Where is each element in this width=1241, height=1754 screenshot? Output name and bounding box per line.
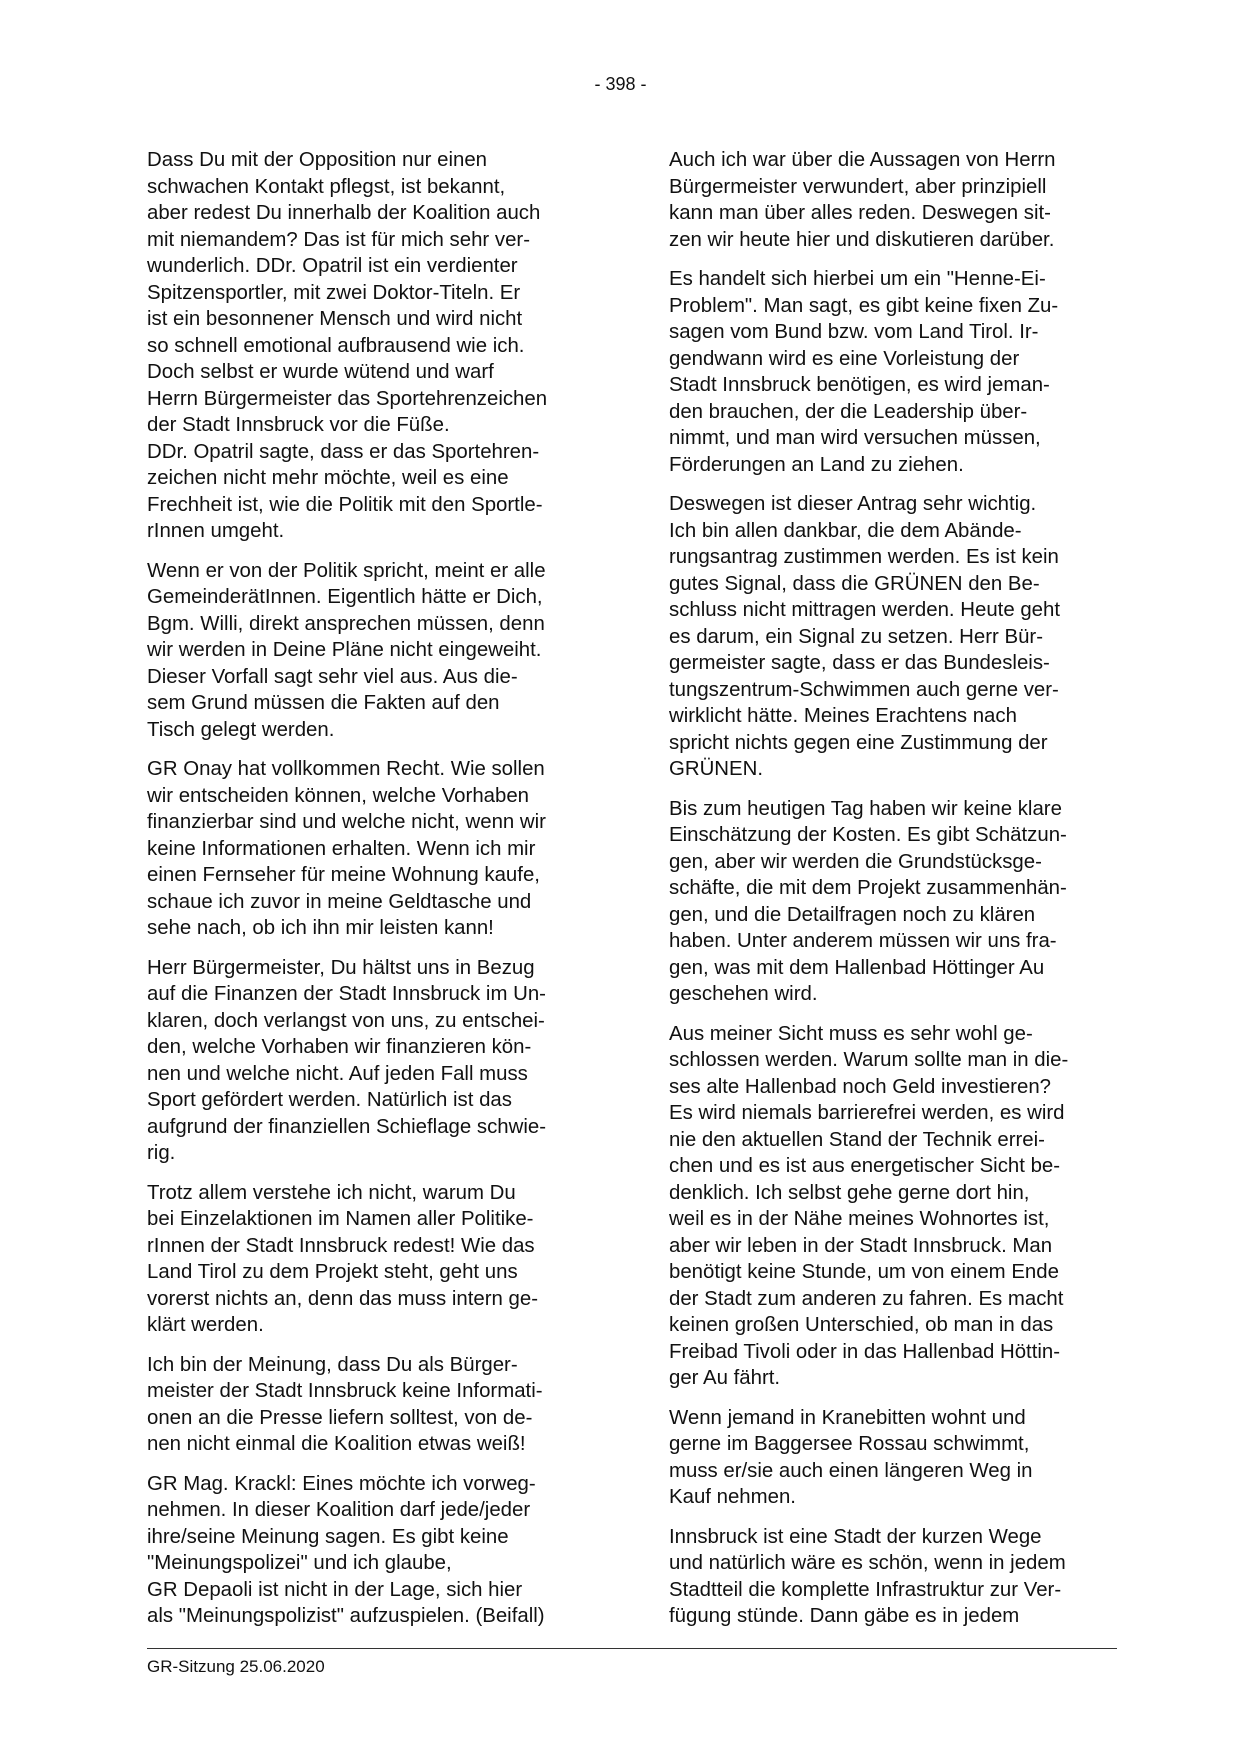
text-line: meister der Stadt Innsbruck keine Informati- — [147, 1380, 543, 1402]
text-line: nen und welche nicht. Auf jeden Fall muss — [147, 1062, 528, 1085]
text-line: benötigt keine Stunde, um von einem Ende — [669, 1261, 1059, 1283]
text-line: "Meinungspolizei" und ich glaube, — [147, 1552, 452, 1574]
paragraph — [669, 1405, 1121, 1511]
text-line: zeichen nicht mehr möchte, weil es eine — [147, 467, 509, 489]
text-line: Wenn er von der Politik spricht, meint er alle — [147, 559, 546, 582]
text-line: wir entscheiden können, welche Vorhaben — [147, 784, 530, 807]
text-line: Sport gefördert werden. Natürlich ist das — [147, 1089, 512, 1111]
text-line: der Stadt zum anderen zu fahren. Es macht — [669, 1287, 1064, 1310]
paragraph — [147, 558, 599, 744]
text-line: Bgm. Willi, direkt ansprechen müssen, denn — [147, 612, 545, 635]
text-line: weil es in der Nähe meines Wohnortes ist, — [669, 1208, 1050, 1230]
text-line: der Stadt Innsbruck vor die Füße. — [147, 414, 450, 436]
text-line: Innsbruck ist eine Stadt der kurzen Wege — [669, 1525, 1042, 1548]
text-line: gendwann wird es eine Vorleistung der — [669, 347, 1020, 370]
text-line: rInnen der Stadt Innsbruck redest! Wie das — [147, 1234, 535, 1257]
text-line: Herr Bürgermeister, Du hältst uns in Bezug — [147, 956, 535, 979]
text-line: aufgrund der finanziellen Schieflage schwie- — [147, 1115, 546, 1138]
text-line: Es wird niemals barrierefrei werden, es wird — [669, 1102, 1065, 1124]
text-line: Dieser Vorfall sagt sehr viel aus. Aus die- — [147, 665, 518, 688]
text-line: es darum, ein Signal zu setzen. Herr Bür- — [669, 625, 1043, 648]
text-line: muss er/sie auch einen längeren Weg in — [669, 1459, 1033, 1482]
text-line: Bis zum heutigen Tag haben wir keine klare — [669, 797, 1062, 820]
text-line: rInnen umgeht. — [147, 520, 285, 542]
paragraph — [669, 491, 1121, 783]
text-line: GRÜNEN. — [669, 758, 764, 780]
text-line: Förderungen an Land zu ziehen. — [669, 453, 964, 476]
text-line: nie den aktuellen Stand der Technik errei- — [669, 1128, 1045, 1151]
text-line: keinen großen Unterschied, ob man in das — [669, 1314, 1054, 1336]
text-line: nehmen. In dieser Koalition darf jede/jeder — [147, 1499, 531, 1521]
right-column — [669, 147, 1121, 1643]
text-line: Doch selbst er wurde wütend und warf — [147, 361, 494, 383]
paragraph — [147, 1180, 599, 1339]
text-line: Es handelt sich hierbei um ein "Henne-Ei- — [669, 268, 1046, 290]
text-line: ihre/seine Meinung sagen. Es gibt keine — [147, 1525, 509, 1548]
text-line: ses alte Hallenbad noch Geld investieren? — [669, 1075, 1051, 1098]
paragraph — [147, 1352, 599, 1458]
text-line: GR Depaoli ist nicht in der Lage, sich hier — [147, 1578, 523, 1601]
text-line: aber redest Du innerhalb der Koalition auch — [147, 202, 541, 224]
text-line: geschehen wird. — [669, 983, 818, 1005]
text-line: Wenn jemand in Kranebitten wohnt und — [669, 1406, 1026, 1429]
text-line: Kauf nehmen. — [669, 1486, 796, 1508]
text-line: zen wir heute hier und diskutieren darüber. — [669, 228, 1055, 251]
text-line: den brauchen, der die Leadership über- — [669, 400, 1028, 423]
text-line: rungsantrag zustimmen werden. Es ist kein — [669, 546, 1059, 568]
text-line: schaue ich zuvor in meine Geldtasche und — [147, 890, 532, 913]
text-line: so schnell emotional aufbrausend wie ich. — [147, 334, 525, 357]
paragraph — [669, 266, 1121, 478]
text-line: Stadtteil die komplette Infrastruktur zur Ver- — [669, 1578, 1062, 1601]
text-line: schäfte, die mit dem Projekt zusammenhän- — [669, 877, 1067, 899]
text-line: fügung stünde. Dann gäbe es in jedem — [669, 1605, 1020, 1627]
text-line: chen und es ist aus energetischer Sicht be- — [669, 1155, 1061, 1177]
text-line: kann man über alles reden. Deswegen sit- — [669, 202, 1051, 224]
text-line: Auch ich war über die Aussagen von Herrn — [669, 149, 1056, 171]
text-line: nimmt, und man wird versuchen müssen, — [669, 427, 1041, 449]
text-line: Einschätzung der Kosten. Es gibt Schätzun- — [669, 824, 1067, 846]
text-line: ist ein besonnener Mensch und wird nicht — [147, 308, 523, 330]
text-line: wir werden in Deine Pläne nicht eingeweiht. — [147, 639, 542, 661]
text-line: Ich bin allen dankbar, die dem Abände- — [669, 519, 1022, 542]
text-line: einen Fernseher für meine Wohnung kaufe, — [147, 864, 540, 886]
text-line: Dass Du mit der Opposition nur einen — [147, 149, 488, 171]
paragraph — [669, 796, 1121, 1008]
text-line: sagen vom Bund bzw. vom Land Tirol. Ir- — [669, 321, 1039, 343]
text-line: ger Au fährt. — [669, 1367, 781, 1389]
text-line: DDr. Opatril sagte, dass er das Sportehren- — [147, 440, 540, 463]
text-line: Frechheit ist, wie die Politik mit den Sportle- — [147, 493, 543, 516]
text-line: germeister sagte, dass er das Bundesleis- — [669, 652, 1050, 674]
paragraph — [147, 756, 599, 942]
text-line: gutes Signal, dass die GRÜNEN den Be- — [669, 572, 1040, 595]
text-line: klaren, doch verlangst von uns, zu entschei- — [147, 1009, 545, 1032]
text-line: haben. Unter anderem müssen wir uns fra- — [669, 930, 1057, 952]
text-line: finanzierbar sind und welche nicht, wenn wir — [147, 811, 546, 833]
paragraph — [147, 955, 599, 1167]
text-line: aber wir leben in der Stadt Innsbruck. Man — [669, 1234, 1053, 1257]
text-line: nen nicht einmal die Koalition etwas weiß! — [147, 1433, 526, 1455]
text-line: Trotz allem verstehe ich nicht, warum Du — [147, 1181, 516, 1204]
footer-session-label: GR-Sitzung 25.06.2020 — [147, 1657, 325, 1676]
text-line: Tisch gelegt werden. — [147, 718, 335, 741]
text-line: schwachen Kontakt pflegst, ist bekannt, — [147, 175, 506, 198]
text-line: wunderlich. DDr. Opatril ist ein verdienter — [147, 255, 518, 277]
text-line: Land Tirol zu dem Projekt steht, geht uns — [147, 1261, 518, 1283]
text-line: Spitzensportler, mit zwei Doktor-Titeln. Er — [147, 281, 521, 304]
text-line: keine Informationen erhalten. Wenn ich mir — [147, 837, 536, 860]
text-line: sem Grund müssen die Fakten auf den — [147, 692, 500, 714]
text-line: und natürlich wäre es schön, wenn in jedem — [669, 1552, 1066, 1574]
text-line: Problem". Man sagt, es gibt keine fixen Zu- — [669, 294, 1059, 317]
left-column — [147, 147, 599, 1643]
text-line: gen, aber wir werden die Grundstücksge- — [669, 850, 1042, 873]
text-line: Bürgermeister verwundert, aber prinzipiell — [669, 175, 1047, 198]
text-line: GemeinderätInnen. Eigentlich hätte er Dich, — [147, 586, 543, 608]
paragraph — [669, 147, 1121, 253]
text-line: Herrn Bürgermeister das Sportehrenzeichen — [147, 387, 548, 410]
text-line: GR Onay hat vollkommen Recht. Wie sollen — [147, 758, 545, 780]
text-line: schlossen werden. Warum sollte man in die- — [669, 1049, 1069, 1071]
text-line: gen, und die Detailfragen noch zu klären — [669, 903, 1036, 926]
page-number: - 398 - — [594, 74, 647, 94]
text-line: gerne im Baggersee Rossau schwimmt, — [669, 1433, 1030, 1455]
text-line: bei Einzelaktionen im Namen aller Politike- — [147, 1208, 534, 1230]
text-line: klärt werden. — [147, 1314, 264, 1336]
text-line: mit niemandem? Das ist für mich sehr ver- — [147, 228, 531, 251]
paragraph — [147, 147, 599, 545]
paragraph — [669, 1021, 1121, 1392]
text-line: tungszentrum-Schwimmen auch gerne ver- — [669, 678, 1059, 701]
text-line: vorerst nichts an, denn das muss intern ge- — [147, 1287, 539, 1310]
text-line: schluss nicht mittragen werden. Heute geht — [669, 599, 1061, 621]
text-line: Deswegen ist dieser Antrag sehr wichtig. — [669, 493, 1037, 515]
text-line: Aus meiner Sicht muss es sehr wohl ge- — [669, 1022, 1033, 1045]
text-line: spricht nichts gegen eine Zustimmung der — [669, 731, 1048, 754]
text-line: als "Meinungspolizist" aufzuspielen. (Beifall) — [147, 1605, 545, 1627]
text-line: Ich bin der Meinung, dass Du als Bürger- — [147, 1353, 518, 1376]
text-line: Freibad Tivoli oder in das Hallenbad Höttin- — [669, 1340, 1061, 1363]
text-line: denklich. Ich selbst gehe gerne dort hin, — [669, 1181, 1030, 1204]
text-line: Stadt Innsbruck benötigen, es wird jeman- — [669, 374, 1050, 396]
text-line: rig. — [147, 1142, 176, 1164]
paragraph — [669, 1524, 1121, 1630]
text-line: onen an die Presse liefern solltest, von de- — [147, 1406, 533, 1429]
text-line: wirklicht hätte. Meines Erachtens nach — [669, 705, 1017, 727]
paragraph — [147, 1471, 599, 1630]
text-line: gen, was mit dem Hallenbad Höttinger Au — [669, 956, 1045, 979]
text-line: sehe nach, ob ich ihn mir leisten kann! — [147, 917, 494, 939]
text-line: auf die Finanzen der Stadt Innsbruck im Un- — [147, 983, 546, 1005]
text-line: den, welche Vorhaben wir finanzieren kön- — [147, 1036, 532, 1058]
footer-divider — [147, 1648, 1117, 1649]
text-line: GR Mag. Krackl: Eines möchte ich vorweg- — [147, 1472, 536, 1495]
